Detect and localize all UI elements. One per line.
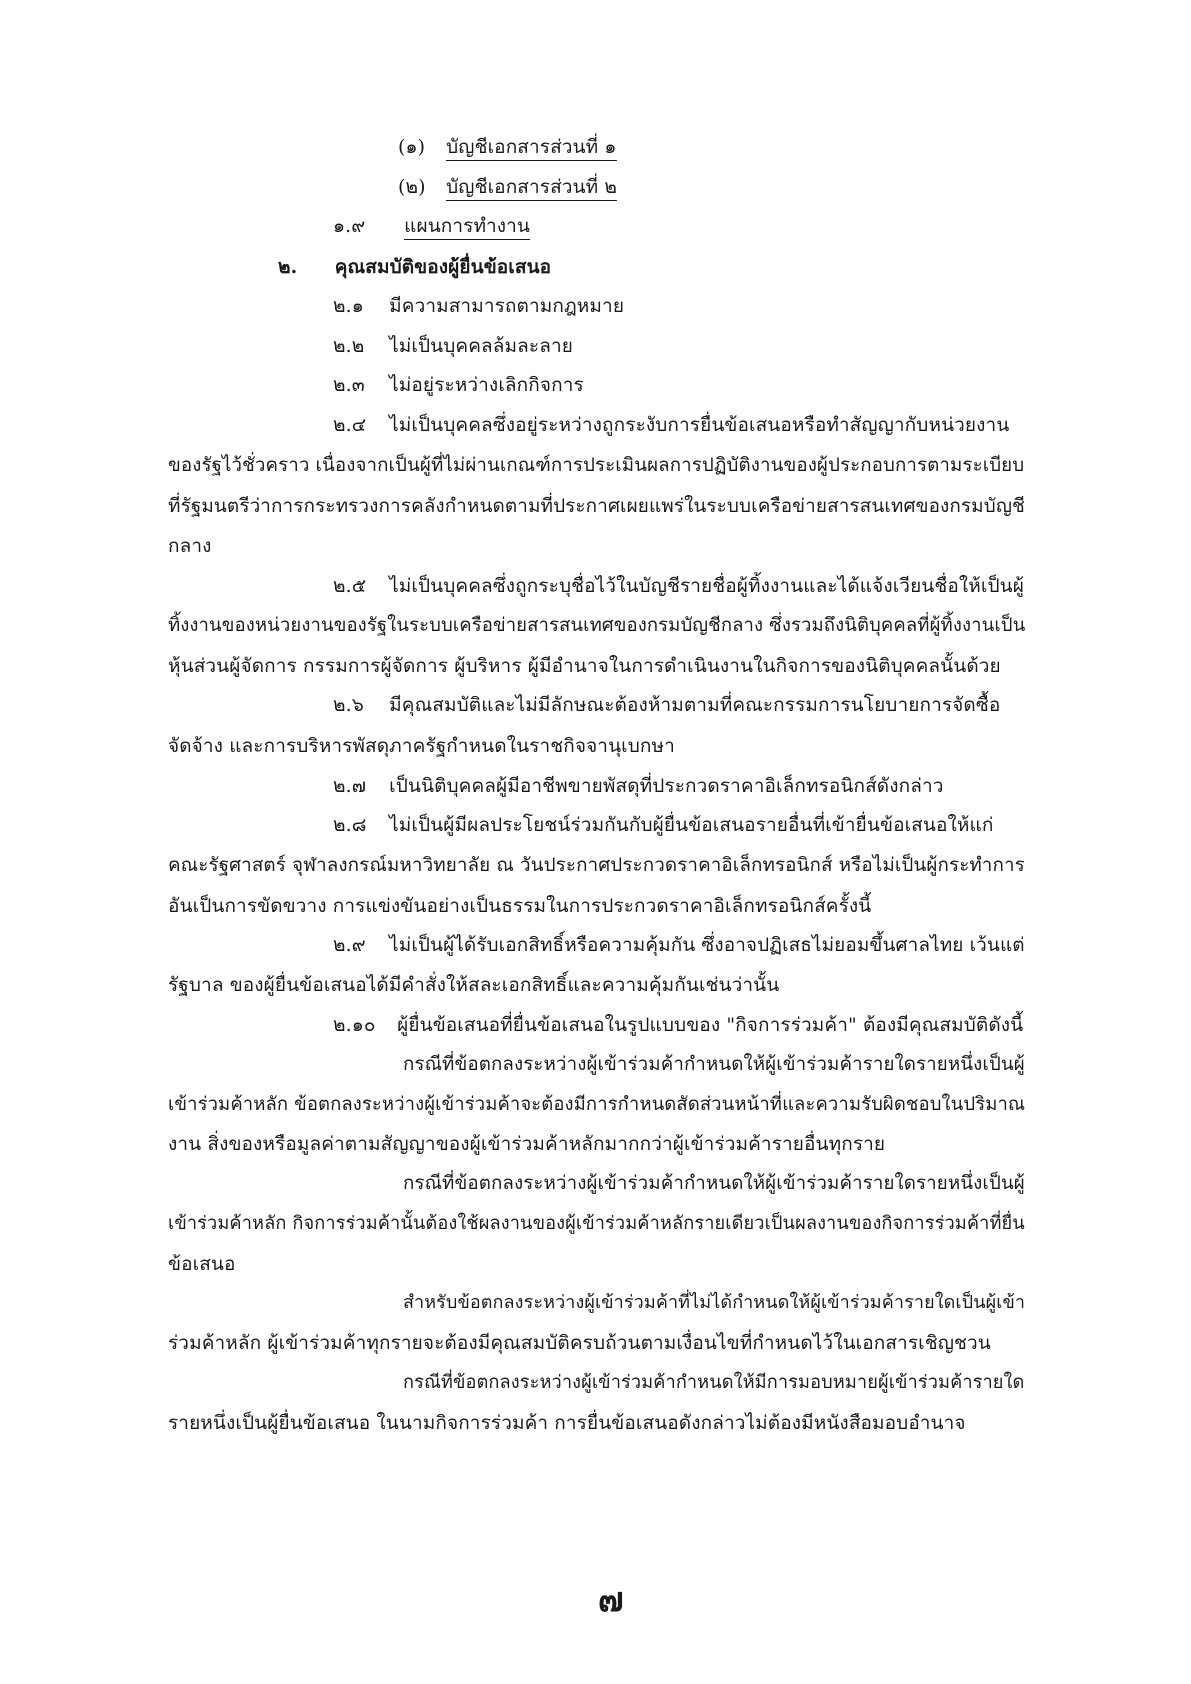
paragraph-line	[333, 571, 1024, 601]
item-text: แผนการทำงาน	[404, 215, 530, 240]
paragraph-line: กรณีที่ข้อตกลงระหว่างผู้เข้าร่วมค้ากำหนดให้ผู้เข้าร่วมค้ารายใดรายหนึ่งเป็นผู้	[403, 1173, 1025, 1194]
paragraph-line: สำหรับข้อตกลงระหว่างผู้เข้าร่วมค้าที่ไม่ได้กำหนดให้ผู้เข้าร่วมค้ารายใดเป็นผู้เข้า	[403, 1292, 1026, 1313]
item-text: ไม่เป็นบุคคลล้มละลาย	[389, 335, 573, 357]
paragraph-line: จัดจ้าง และการบริหารพัสดุภาครัฐกำหนดในราชกิจจานุเบกษา	[168, 735, 675, 757]
paragraph-line: หุ้นส่วนผู้จัดการ กรรมการผู้จัดการ ผู้บริหาร ผู้มีอำนาจในการดำเนินงานในกิจการของนิติบุคคลนั้นด้วย	[168, 655, 1001, 677]
paragraph-line: รัฐบาล ของผู้ยื่นข้อเสนอได้มีคำสั่งให้สละเอกสิทธิ์และความคุ้มกันเช่นว่านั้น	[168, 974, 780, 996]
item-text: ไม่อยู่ระหว่างเลิกกิจการ	[389, 374, 584, 396]
item-number: ๒.๙	[333, 934, 366, 956]
line-text: มีคุณสมบัติและไม่มีลักษณะต้องห้ามตามที่คณะกรรมการนโยบายการจัดซื้อ	[389, 694, 1001, 716]
paragraph-line: เข้าร่วมค้าหลัก กิจการร่วมค้านั้นต้องใช้ผลงานของผู้เข้าร่วมค้าหลักรายเดียวเป็นผลงานของกิจการร่วมค้าที่ยื่น	[168, 1213, 1025, 1234]
item-number: ๒.๓	[333, 374, 365, 396]
item-number: ๒.๗	[333, 775, 367, 797]
item-number: ๒.๒	[333, 335, 365, 357]
item-text: บัญชีเอกสารส่วนที่ ๑	[446, 136, 616, 161]
item-text: บัญชีเอกสารส่วนที่ ๒	[446, 176, 617, 201]
list-item	[398, 132, 617, 162]
list-item	[333, 291, 624, 321]
paragraph-line: ที่รัฐมนตรีว่าการกระทรวงการคลังกำหนดตามที่ประกาศเผยแพร่ในระบบเครือข่ายสารสนเทศของกรมบัญชี	[168, 495, 1025, 517]
list-item	[333, 1010, 1023, 1040]
line-text: ไม่เป็นบุคคลซึ่งถูกระบุชื่อไว้ในบัญชีรายชื่อผู้ทิ้งงานและได้แจ้งเวียนชื่อให้เป็นผู้	[389, 575, 1024, 597]
line-text: ไม่เป็นบุคคลซึ่งอยู่ระหว่างถูกระงับการยื่นข้อเสนอหรือทำสัญญากับหน่วยงาน	[389, 414, 1010, 436]
item-number: ๒.๘	[333, 814, 367, 836]
list-item	[333, 370, 584, 400]
line-text: ไม่เป็นผู้ได้รับเอกสิทธิ์หรือความคุ้มกัน ซึ่งอาจปฏิเสธไม่ยอมขึ้นศาลไทย เว้นแต่	[389, 934, 1025, 956]
paragraph-line: กลาง	[168, 535, 212, 557]
item-number: ๒.๑	[333, 295, 364, 317]
list-item	[333, 331, 573, 361]
list-item	[333, 771, 943, 801]
paragraph-line: ข้อเสนอ	[168, 1253, 236, 1275]
item-text: มีความสามารถตามกฎหมาย	[389, 295, 625, 317]
item-number: (๑)	[398, 136, 426, 158]
paragraph-line: กรณีที่ข้อตกลงระหว่างผู้เข้าร่วมค้ากำหนดให้ผู้เข้าร่วมค้ารายใดรายหนึ่งเป็นผู้	[403, 1054, 1025, 1075]
item-number: ๒.๖	[333, 694, 364, 716]
paragraph-line	[333, 690, 1000, 720]
paragraph-line	[333, 410, 1009, 440]
item-number: ๒.๑๐	[333, 1014, 376, 1036]
item-text: เป็นนิติบุคคลผู้มีอาชีพขายพัสดุที่ประกวดราคาอิเล็กทรอนิกส์ดังกล่าว	[389, 775, 944, 797]
section-number: ๒.	[278, 256, 298, 278]
paragraph-line: เข้าร่วมค้าหลัก ข้อตกลงระหว่างผู้เข้าร่วมค้าจะต้องมีการกำหนดสัดส่วนหน้าที่และความรับผิดชอบในปริมาณ	[168, 1094, 1026, 1115]
paragraph-line: กรณีที่ข้อตกลงระหว่างผู้เข้าร่วมค้ากำหนดให้มีการมอบหมายผู้เข้าร่วมค้ารายใด	[403, 1372, 1025, 1393]
paragraph-line: ทิ้งงานของหน่วยงานของรัฐในระบบเครือข่ายสารสนเทศของกรมบัญชีกลาง ซึ่งรวมถึงนิติบุคคลที่ผู้ทิ้งงานเป็น	[168, 615, 1026, 636]
item-number: (๒)	[398, 176, 426, 198]
item-number: ๒.๔	[333, 414, 367, 436]
paragraph-line	[333, 930, 1025, 960]
line-text: ไม่เป็นผู้มีผลประโยชน์ร่วมกันกับผู้ยื่นข้อเสนอรายอื่นที่เข้ายื่นข้อเสนอให้แก่	[389, 814, 994, 836]
item-number: ๒.๕	[333, 575, 367, 597]
section-heading	[278, 252, 551, 282]
paragraph-line	[333, 810, 993, 840]
paragraph-line: คณะรัฐศาสตร์ จุฬาลงกรณ์มหาวิทยาลัย ณ วันประกาศประกวดราคาอิเล็กทรอนิกส์ หรือไม่เป็นผู้กระทำการ	[168, 855, 1025, 876]
list-item	[398, 172, 617, 202]
paragraph-line: ร่วมค้าหลัก ผู้เข้าร่วมค้าทุกรายจะต้องมีคุณสมบัติครบถ้วนตามเงื่อนไขที่กำหนดไว้ในเอกสารเชิญชวน	[168, 1332, 991, 1354]
paragraph-line: อันเป็นการขัดขวาง การแข่งขันอย่างเป็นธรรมในการประกวดราคาอิเล็กทรอนิกส์ครั้งนี้	[168, 895, 872, 917]
paragraph-line: งาน สิ่งของหรือมูลค่าตามสัญญาของผู้เข้าร่วมค้าหลักมากกว่าผู้เข้าร่วมค้ารายอื่นทุกราย	[168, 1133, 886, 1155]
paragraph-line: รายหนึ่งเป็นผู้ยื่นข้อเสนอ ในนามกิจการร่วมค้า การยื่นข้อเสนอดังกล่าวไม่ต้องมีหนังสือมอบอำนาจ	[168, 1412, 966, 1434]
item-text: ผู้ยื่นข้อเสนอที่ยื่นข้อเสนอในรูปแบบของ "กิจการร่วมค้า" ต้องมีคุณสมบัติดังนี้	[397, 1014, 1024, 1036]
item-number: ๑.๙	[333, 215, 366, 237]
page-number: ๗	[598, 1580, 624, 1620]
section-title: คุณสมบัติของผู้ยื่นข้อเสนอ	[334, 256, 552, 278]
list-item	[333, 211, 530, 241]
paragraph-line: ของรัฐไว้ชั่วคราว เนื่องจากเป็นผู้ที่ไม่ผ่านเกณฑ์การประเมินผลการปฏิบัติงานของผู้ประกอบการตามระเบียบ	[168, 455, 1025, 476]
